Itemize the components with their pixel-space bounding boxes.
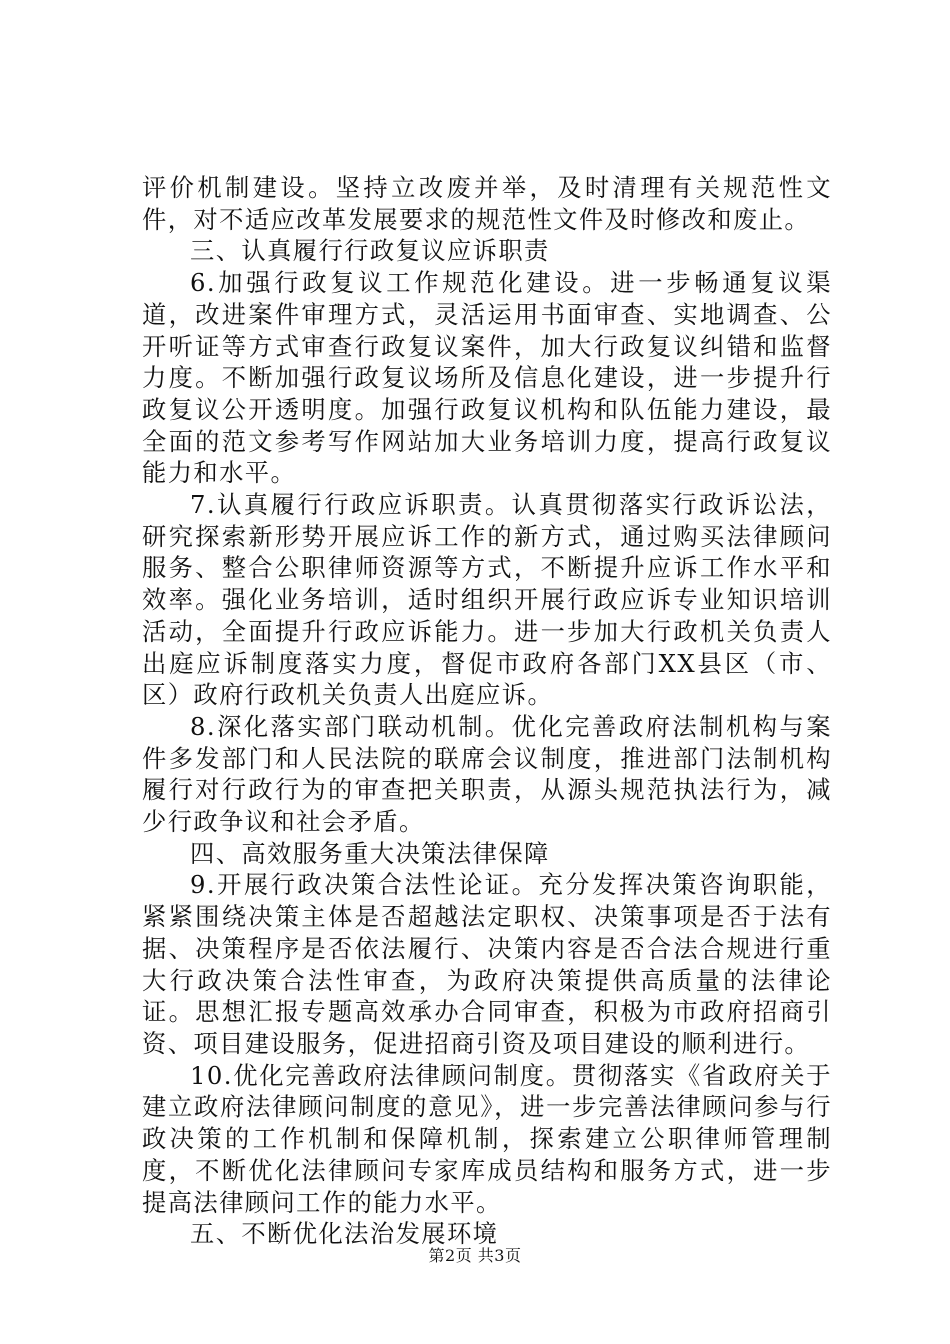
section-heading: 三、认真履行行政复议应诉职责	[190, 236, 550, 266]
paragraph: 7.认真履行行政应诉职责。认真贯彻落实行政诉讼法，研究探索新形势开展应诉工作的新方式，通过购买法律顾问服务、整合公职律师资源等方式，不断提升应诉工作水平和效率。强化业务培训，适时组织开展行政应诉专业知识培训活动，全面提升行政应诉能力。进一步加大行政机关负责人出庭应诉制度落实力度，督促市政府各部门XX县区（市、区）政府行政机关负责人出庭应诉。	[142, 490, 832, 710]
paragraph: 10.优化完善政府法律顾问制度。贯彻落实《省政府关于建立政府法律顾问制度的意见》，进一步完善法律顾问参与行政决策的工作机制和保障机制，探索建立公职律师管理制度，不断优化法律顾问专家库成员结构和服务方式，进一步提高法律顾问工作的能力水平。	[142, 1060, 832, 1217]
paragraph: 6.加强行政复议工作规范化建设。进一步畅通复议渠道，改进案件审理方式，灵活运用书面审查、实地调查、公开听证等方式审查行政复议案件，加大行政复议纠错和监督力度。不断加强行政复议场所及信息化建设，进一步提升行政复议公开透明度。加强行政复议机构和队伍能力建设，最全面的范文参考写作网站加大业务培训力度，提高行政复议能力和水平。	[142, 268, 832, 488]
paragraph: 8.深化落实部门联动机制。优化完善政府法制机构与案件多发部门和人民法院的联席会议制度，推进部门法制机构履行对行政行为的审查把关职责，从源头规范执法行为，减少行政争议和社会矛盾。	[142, 711, 832, 837]
section-heading: 五、不断优化法治发展环境	[190, 1219, 499, 1249]
document-body	[142, 172, 832, 1250]
paragraph: 9.开展行政决策合法性论证。充分发挥决策咨询职能，紧紧围绕决策主体是否超越法定职权、决策事项是否于法有据、决策程序是否依法履行、决策内容是否合法合规进行重大行政决策合法性审查，为政府决策提供高质量的法律论证。思想汇报专题高效承办合同审查，积极为市政府招商引资、项目建设服务，促进招商引资及项目建设的顺利进行。	[142, 870, 832, 1058]
section-heading: 四、高效服务重大决策法律保障	[190, 838, 550, 868]
page-number-footer: 第2页 共3页	[428, 1246, 522, 1265]
paragraph: 评价机制建设。坚持立改废并举，及时清理有关规范性文件，对不适应改革发展要求的规范性文件及时修改和废止。	[142, 173, 832, 234]
